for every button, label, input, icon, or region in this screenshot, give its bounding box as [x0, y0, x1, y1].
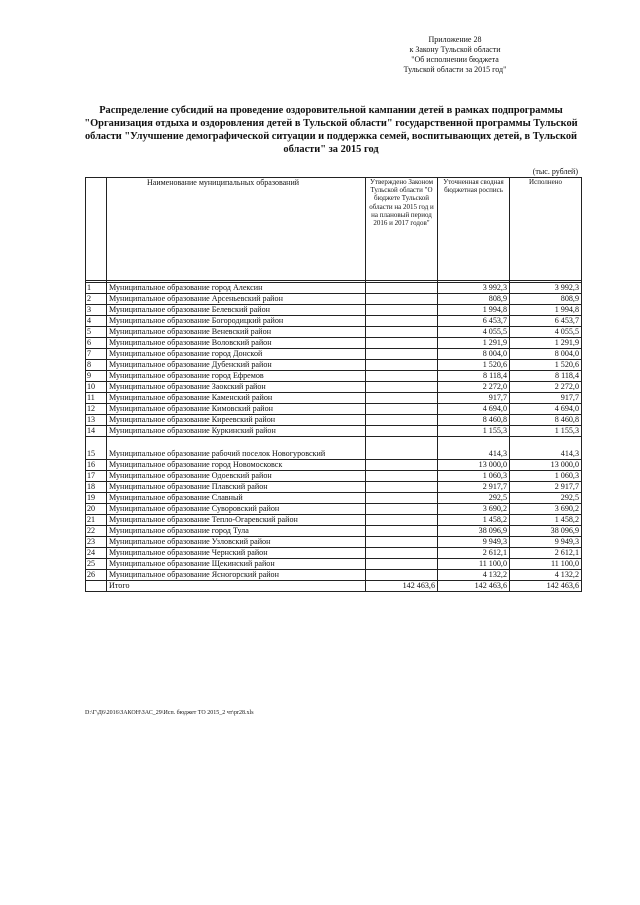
table-header-row	[86, 178, 582, 281]
row-index: 24	[86, 548, 107, 559]
row-approved	[366, 294, 438, 305]
row-refined: 1 060,3	[438, 471, 510, 482]
table-row	[86, 526, 582, 537]
row-refined: 8 118,4	[438, 371, 510, 382]
row-approved	[366, 559, 438, 570]
row-executed: 3 992,3	[510, 283, 582, 294]
row-approved	[366, 349, 438, 360]
total-index	[86, 581, 107, 592]
row-name: Муниципальное образование Заокский район	[107, 382, 366, 393]
row-executed: 414,3	[510, 437, 582, 460]
row-approved	[366, 393, 438, 404]
row-executed: 1 458,2	[510, 515, 582, 526]
header-name: Наименование муниципальных образований	[107, 178, 366, 281]
header-approved: Утверждено Законом Тульской области "О бюджете Тульской области на 2015 год и на плановый период 2016 и 2017 годов"	[366, 178, 438, 281]
row-name: Муниципальное образование Чернский район	[107, 548, 366, 559]
table-row	[86, 437, 582, 460]
row-executed: 292,5	[510, 493, 582, 504]
total-label: Итого	[107, 581, 366, 592]
row-name: Муниципальное образование Суворовский район	[107, 504, 366, 515]
row-executed: 11 100,0	[510, 559, 582, 570]
row-executed: 13 000,0	[510, 460, 582, 471]
row-approved	[366, 504, 438, 515]
row-executed: 3 690,2	[510, 504, 582, 515]
row-executed: 1 994,8	[510, 305, 582, 316]
header-index	[86, 178, 107, 281]
table-row	[86, 316, 582, 327]
row-executed: 4 132,2	[510, 570, 582, 581]
row-name: Муниципальное образование Тепло-Огаревский район	[107, 515, 366, 526]
table-row	[86, 327, 582, 338]
row-index: 19	[86, 493, 107, 504]
table-row	[86, 294, 582, 305]
table-row	[86, 305, 582, 316]
row-index: 26	[86, 570, 107, 581]
row-approved	[366, 460, 438, 471]
row-index: 20	[86, 504, 107, 515]
appendix-note	[380, 35, 530, 75]
total-refined: 142 463,6	[438, 581, 510, 592]
row-executed: 8 004,0	[510, 349, 582, 360]
appendix-line: к Закону Тульской области	[409, 45, 501, 54]
row-refined: 2 612,1	[438, 548, 510, 559]
row-approved	[366, 482, 438, 493]
table-total-row	[86, 581, 582, 592]
row-refined: 8 460,8	[438, 415, 510, 426]
row-refined: 917,7	[438, 393, 510, 404]
row-refined: 8 004,0	[438, 349, 510, 360]
row-refined: 1 155,3	[438, 426, 510, 437]
row-executed: 38 096,9	[510, 526, 582, 537]
table-row	[86, 360, 582, 371]
table-row	[86, 338, 582, 349]
row-index: 18	[86, 482, 107, 493]
row-name: Муниципальное образование Плавский район	[107, 482, 366, 493]
table-row	[86, 504, 582, 515]
row-approved	[366, 537, 438, 548]
row-name: Муниципальное образование Веневский район	[107, 327, 366, 338]
row-name: Муниципальное образование город Донской	[107, 349, 366, 360]
row-refined: 6 453,7	[438, 316, 510, 327]
row-approved	[366, 515, 438, 526]
row-executed: 2 612,1	[510, 548, 582, 559]
row-refined: 4 055,5	[438, 327, 510, 338]
row-approved	[366, 360, 438, 371]
table-row	[86, 471, 582, 482]
appendix-line: Приложение 28	[428, 35, 482, 44]
row-approved	[366, 493, 438, 504]
row-index: 22	[86, 526, 107, 537]
row-name: Муниципальное образование Славный	[107, 493, 366, 504]
row-executed: 1 155,3	[510, 426, 582, 437]
row-approved	[366, 305, 438, 316]
row-executed: 6 453,7	[510, 316, 582, 327]
row-index: 2	[86, 294, 107, 305]
row-name: Муниципальное образование Каменский район	[107, 393, 366, 404]
row-refined: 38 096,9	[438, 526, 510, 537]
row-executed: 9 949,3	[510, 537, 582, 548]
row-approved	[366, 526, 438, 537]
row-refined: 292,5	[438, 493, 510, 504]
row-name: Муниципальное образование город Ефремов	[107, 371, 366, 382]
row-executed: 1 291,9	[510, 338, 582, 349]
row-index: 9	[86, 371, 107, 382]
table-row	[86, 482, 582, 493]
row-name: Муниципальное образование город Алексин	[107, 283, 366, 294]
row-refined: 1 520,6	[438, 360, 510, 371]
row-refined: 414,3	[438, 437, 510, 460]
row-refined: 2 917,7	[438, 482, 510, 493]
row-index: 4	[86, 316, 107, 327]
file-path: D:\Г\Д6\2016\ЗАКОН\ЗАС_29\Исп. бюджет ТО 2015_2 чт\pr28.xls	[85, 710, 254, 716]
row-approved	[366, 548, 438, 559]
row-executed: 808,9	[510, 294, 582, 305]
subsidy-table	[85, 177, 582, 592]
row-name: Муниципальное образование Ясногорский район	[107, 570, 366, 581]
table-row	[86, 371, 582, 382]
row-executed: 1 520,6	[510, 360, 582, 371]
row-index: 14	[86, 426, 107, 437]
row-name: Муниципальное образование Щекинский район	[107, 559, 366, 570]
row-approved	[366, 570, 438, 581]
row-name: Муниципальное образование Белевский район	[107, 305, 366, 316]
row-approved	[366, 327, 438, 338]
header-refined: Уточненная сводная бюджетная роспись	[438, 178, 510, 281]
row-executed: 2 917,7	[510, 482, 582, 493]
total-approved: 142 463,6	[366, 581, 438, 592]
row-approved	[366, 283, 438, 294]
row-index: 12	[86, 404, 107, 415]
row-index: 21	[86, 515, 107, 526]
row-executed: 8 118,4	[510, 371, 582, 382]
row-index: 3	[86, 305, 107, 316]
table-row	[86, 426, 582, 437]
row-approved	[366, 437, 438, 460]
row-index: 23	[86, 537, 107, 548]
row-executed: 1 060,3	[510, 471, 582, 482]
row-index: 13	[86, 415, 107, 426]
row-refined: 1 458,2	[438, 515, 510, 526]
row-refined: 3 690,2	[438, 504, 510, 515]
table-row	[86, 570, 582, 581]
table-row	[86, 415, 582, 426]
table-row	[86, 460, 582, 471]
table-row	[86, 493, 582, 504]
row-name: Муниципальное образование Дубенский район	[107, 360, 366, 371]
row-refined: 1 291,9	[438, 338, 510, 349]
document-title: Распределение субсидий на проведение оздоровительной кампании детей в рамках подпрограммы "Организация отдыха и оздоровления детей в Тульской области" государственной программы Тульской области "Улучшение демографической ситуации и поддержка семей, воспитывающих детей, в Тульской области" за 2015 год	[84, 105, 578, 155]
table-row	[86, 349, 582, 360]
row-name: Муниципальное образование Куркинский район	[107, 426, 366, 437]
row-name: Муниципальное образование Киреевский район	[107, 415, 366, 426]
row-name: Муниципальное образование Арсеньевский район	[107, 294, 366, 305]
table-row	[86, 283, 582, 294]
row-index: 11	[86, 393, 107, 404]
table-row	[86, 548, 582, 559]
row-index: 6	[86, 338, 107, 349]
header-executed: Исполнено	[510, 178, 582, 281]
appendix-line: "Об исполнении бюджета	[411, 55, 499, 64]
row-index: 17	[86, 471, 107, 482]
table-body	[86, 283, 582, 592]
appendix-line: Тульской области за 2015 год"	[403, 65, 507, 74]
row-approved	[366, 471, 438, 482]
table-row	[86, 559, 582, 570]
row-refined: 3 992,3	[438, 283, 510, 294]
row-approved	[366, 415, 438, 426]
table-row	[86, 537, 582, 548]
row-approved	[366, 338, 438, 349]
table-row	[86, 393, 582, 404]
row-approved	[366, 316, 438, 327]
row-index: 7	[86, 349, 107, 360]
row-name: Муниципальное образование рабочий поселок Новогуровский	[107, 437, 366, 460]
row-executed: 2 272,0	[510, 382, 582, 393]
row-name: Муниципальное образование город Тула	[107, 526, 366, 537]
row-executed: 917,7	[510, 393, 582, 404]
row-executed: 4 055,5	[510, 327, 582, 338]
row-approved	[366, 426, 438, 437]
table-row	[86, 382, 582, 393]
units-label: (тыс. рублей)	[532, 167, 578, 176]
row-approved	[366, 382, 438, 393]
row-refined: 13 000,0	[438, 460, 510, 471]
row-approved	[366, 404, 438, 415]
row-index: 16	[86, 460, 107, 471]
table-row	[86, 515, 582, 526]
row-index: 25	[86, 559, 107, 570]
row-refined: 4 132,2	[438, 570, 510, 581]
table-row	[86, 404, 582, 415]
row-name: Муниципальное образование город Новомосковск	[107, 460, 366, 471]
row-refined: 4 694,0	[438, 404, 510, 415]
row-index: 5	[86, 327, 107, 338]
row-refined: 9 949,3	[438, 537, 510, 548]
row-index: 8	[86, 360, 107, 371]
row-index: 1	[86, 283, 107, 294]
row-executed: 4 694,0	[510, 404, 582, 415]
row-name: Муниципальное образование Богородицкий район	[107, 316, 366, 327]
row-name: Муниципальное образование Воловский район	[107, 338, 366, 349]
row-name: Муниципальное образование Кимовский район	[107, 404, 366, 415]
row-approved	[366, 371, 438, 382]
total-executed: 142 463,6	[510, 581, 582, 592]
row-name: Муниципальное образование Узловский район	[107, 537, 366, 548]
row-refined: 808,9	[438, 294, 510, 305]
row-refined: 11 100,0	[438, 559, 510, 570]
row-executed: 8 460,8	[510, 415, 582, 426]
row-refined: 1 994,8	[438, 305, 510, 316]
row-index: 10	[86, 382, 107, 393]
row-name: Муниципальное образование Одоевский район	[107, 471, 366, 482]
row-refined: 2 272,0	[438, 382, 510, 393]
row-index: 15	[86, 437, 107, 460]
